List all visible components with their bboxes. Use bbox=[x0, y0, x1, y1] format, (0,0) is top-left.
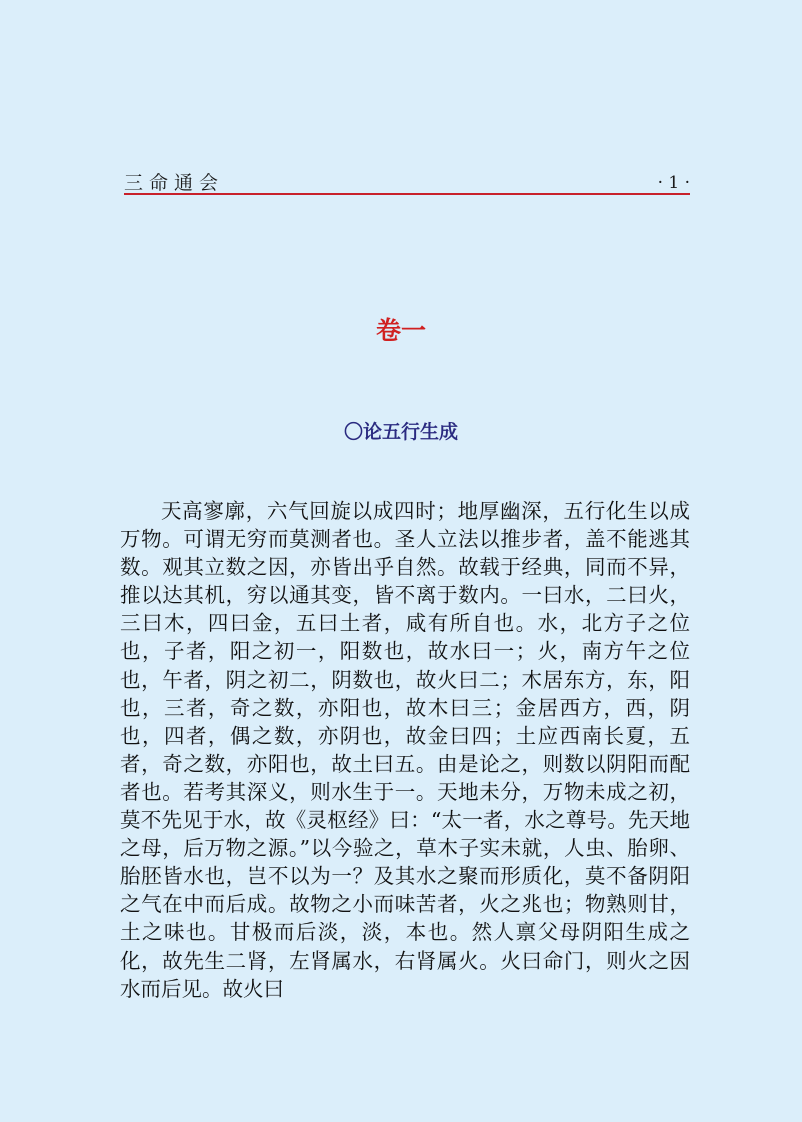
volume-title: 卷一 bbox=[375, 316, 426, 345]
body-paragraph: 天高寥廓，六气回旋以成四时；地厚幽深，五行化生以成万物。可谓无穷而莫测者也。圣人立法以推步者，盖不能逃其数。观其立数之因，亦皆出乎自然。故载于经典，同而不异，推以达其机，穷以通其变，皆不离于数内。一曰水，二曰火，三曰木，四曰金，五曰土者，咸有所自也。水，北方子之位也，子者，阳之初一，阳数也，故水曰一；火，南方午之位也，午者，阴之初二，阴数也，故火曰二；木居东方，东，阳也，三者，奇之数，亦阳也，故木曰三；金居西方，西，阴也，四者，偶之数，亦阴也，故金曰四；土应西南长夏，五者，奇之数，亦阳也，故土曰五。由是论之，则数以阴阳而配者也。若考其深义，则水生于一。天地未分，万物未成之初，莫不先见于水，故《灵枢经》曰：“太一者，水之尊号。先天地之母，后万物之源。”以今验之，草木子实未就，人虫、胎卵、胎胚皆水也，岂不以为一？及其水之聚而形质化，莫不备阴阳之气在中而后成。故物之小而味苦者，火之兆也；物熟则甘，土之味也。甘极而后淡，淡，本也。然人禀父母阴阳生成之化，故先生二肾，左肾属水，右肾属火。火曰命门，则火之因水而后见。故火曰 bbox=[120, 499, 690, 1001]
book-title: 三命通会 bbox=[124, 172, 225, 194]
section-title: 〇论五行生成 bbox=[343, 421, 458, 443]
page-header bbox=[124, 170, 690, 194]
header-rule bbox=[124, 193, 690, 195]
page-number: · 1 · bbox=[657, 173, 690, 193]
